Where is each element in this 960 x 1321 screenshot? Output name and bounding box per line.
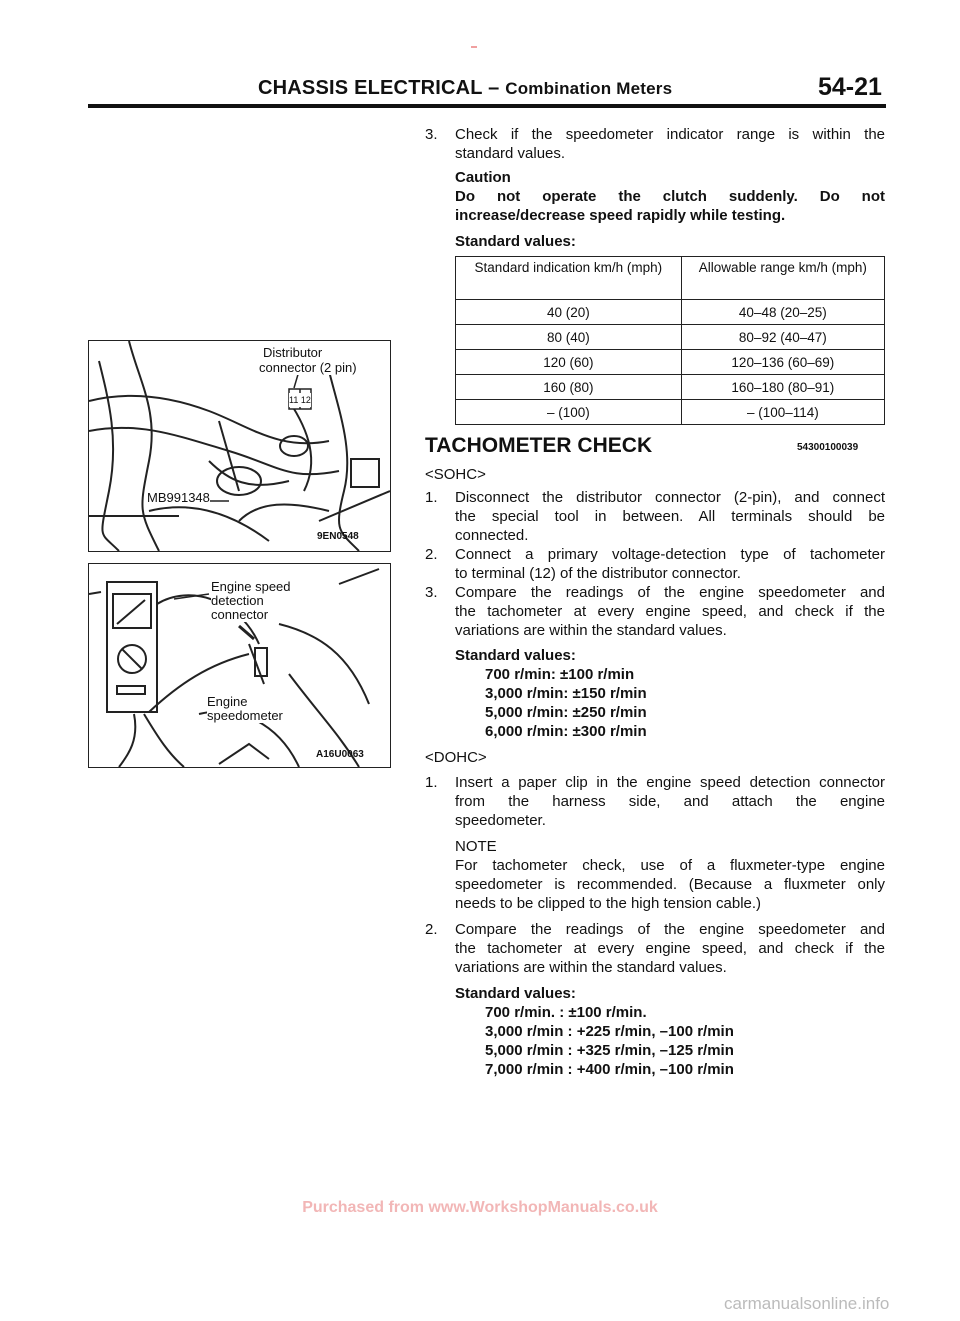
figure1-label-connector: connector (2 pin) [259, 360, 357, 375]
table-header-row [456, 257, 885, 300]
header-title-sub: Combination Meters [505, 79, 673, 98]
figure2-label-detection: detection [211, 593, 264, 608]
sohc-value: 3,000 r/min: ±150 r/min [485, 685, 647, 702]
sohc-step1-line2: the special tool in between. All terminals should be [455, 508, 885, 525]
dohc-value: 3,000 r/min : +225 r/min, –100 r/min [485, 1023, 734, 1040]
step3-standard-values-label: Standard values: [455, 233, 576, 250]
figure2-code: A16U0063 [316, 749, 364, 760]
dohc-step1-number: 1. [425, 774, 438, 791]
dohc-step2-line2: the tachometer at every engine speed, and check if the [455, 940, 885, 957]
purchase-link[interactable]: Purchased from www.WorkshopManuals.co.uk [302, 1199, 658, 1216]
figure1-label-tool: MB991348 [147, 490, 210, 505]
figure1-code: 9EN0548 [317, 531, 359, 542]
sohc-step2-line1: Connect a primary voltage-detection type of tachometer [455, 546, 885, 563]
table-row [456, 375, 885, 400]
table-cell: 80 (40) [456, 325, 682, 350]
figure-distributor-connector [88, 340, 391, 552]
sohc-tag: <SOHC> [425, 466, 486, 483]
note-line2: speedometer is recommended. (Because a fluxmeter only [455, 876, 885, 893]
watermark: carmanualsonline.info [724, 1294, 890, 1313]
dohc-step1-line2: from the harness side, and attach the engine [455, 793, 885, 810]
sohc-step1-line1: Disconnect the distributor connector (2-pin), and connect [455, 489, 885, 506]
sohc-step1-number: 1. [425, 489, 438, 506]
dohc-standard-values-label: Standard values: [455, 985, 576, 1002]
page-number: 54-21 [818, 73, 882, 101]
figure-engine-speedometer [88, 563, 391, 768]
sohc-step1-line3: connected. [455, 527, 529, 544]
note-line3: needs to be clipped to the high tension cable.) [455, 895, 762, 912]
table-row [456, 400, 885, 425]
dohc-value: 5,000 r/min : +325 r/min, –125 r/min [485, 1042, 734, 1059]
step3-number: 3. [425, 126, 438, 143]
dohc-step2-number: 2. [425, 921, 438, 938]
sohc-value: 5,000 r/min: ±250 r/min [485, 704, 647, 721]
figure2-label-speedometer: speedometer [207, 708, 283, 723]
dohc-step2-line3: variations are within the standard values. [455, 959, 727, 976]
header-title-main: CHASSIS ELECTRICAL [258, 77, 483, 99]
note-line1: For tachometer check, use of a fluxmeter-type engine [455, 857, 885, 874]
caution-line1: Do not operate the clutch suddenly. Do not [455, 188, 885, 205]
dohc-step1-line1: Insert a paper clip in the engine speed detection connector [455, 774, 885, 791]
table-cell: 120–136 (60–69) [681, 350, 884, 375]
table-row [456, 350, 885, 375]
sohc-step3-line1: Compare the readings of the engine speedometer and [455, 584, 885, 601]
step3-line1: Check if the speedometer indicator range is within the [455, 126, 885, 143]
standard-values-table [455, 256, 885, 425]
table-row [456, 300, 885, 325]
header-rule [88, 104, 886, 108]
sohc-value: 700 r/min: ±100 r/min [485, 666, 635, 683]
sohc-step3-line3: variations are within the standard values. [455, 622, 727, 639]
page-header-title [258, 77, 672, 100]
sohc-standard-values-label: Standard values: [455, 647, 576, 664]
dohc-step1-line3: speedometer. [455, 812, 546, 829]
tachometer-check-heading: TACHOMETER CHECK [425, 434, 653, 457]
figure2-label-connector: connector [211, 607, 269, 622]
table-cell: 120 (60) [456, 350, 682, 375]
table-cell: – (100) [456, 400, 682, 425]
sohc-step2-line2: to terminal (12) of the distributor connector. [455, 565, 741, 582]
sohc-value: 6,000 r/min: ±300 r/min [485, 723, 647, 740]
figure2-label-engine-speed: Engine speed [211, 579, 291, 594]
table-cell: 160 (80) [456, 375, 682, 400]
table-cell: 80–92 (40–47) [681, 325, 884, 350]
caution-title: Caution [455, 169, 511, 186]
step3-line2: standard values. [455, 145, 566, 162]
table-cell: 40 (20) [456, 300, 682, 325]
figure2-label-engine: Engine [207, 694, 248, 709]
dohc-value: 700 r/min. : ±100 r/min. [485, 1004, 647, 1021]
table-cell: – (100–114) [681, 400, 884, 425]
table-cell: 40–48 (20–25) [681, 300, 884, 325]
table-header-allowable: Allowable range km/h (mph) [681, 257, 884, 300]
top-dash-mark [471, 46, 477, 48]
tachometer-check-code: 54300100039 [797, 442, 859, 453]
figure1-label-distributor: Distributor [263, 345, 323, 360]
header-title-dash: – [482, 77, 506, 99]
sohc-step3-number: 3. [425, 584, 438, 601]
sohc-step3-line2: the tachometer at every engine speed, and check if the [455, 603, 885, 620]
dohc-tag: <DOHC> [425, 749, 487, 766]
dohc-step2-line1: Compare the readings of the engine speedometer and [455, 921, 885, 938]
sohc-step2-number: 2. [425, 546, 438, 563]
table-row [456, 325, 885, 350]
dohc-value: 7,000 r/min : +400 r/min, –100 r/min [485, 1061, 734, 1078]
table-cell: 160–180 (80–91) [681, 375, 884, 400]
note-title: NOTE [455, 838, 497, 855]
caution-line2: increase/decrease speed rapidly while testing. [455, 207, 786, 224]
figure1-label-terminals: 11 12 [289, 395, 311, 405]
table-header-standard: Standard indication km/h (mph) [456, 257, 682, 300]
